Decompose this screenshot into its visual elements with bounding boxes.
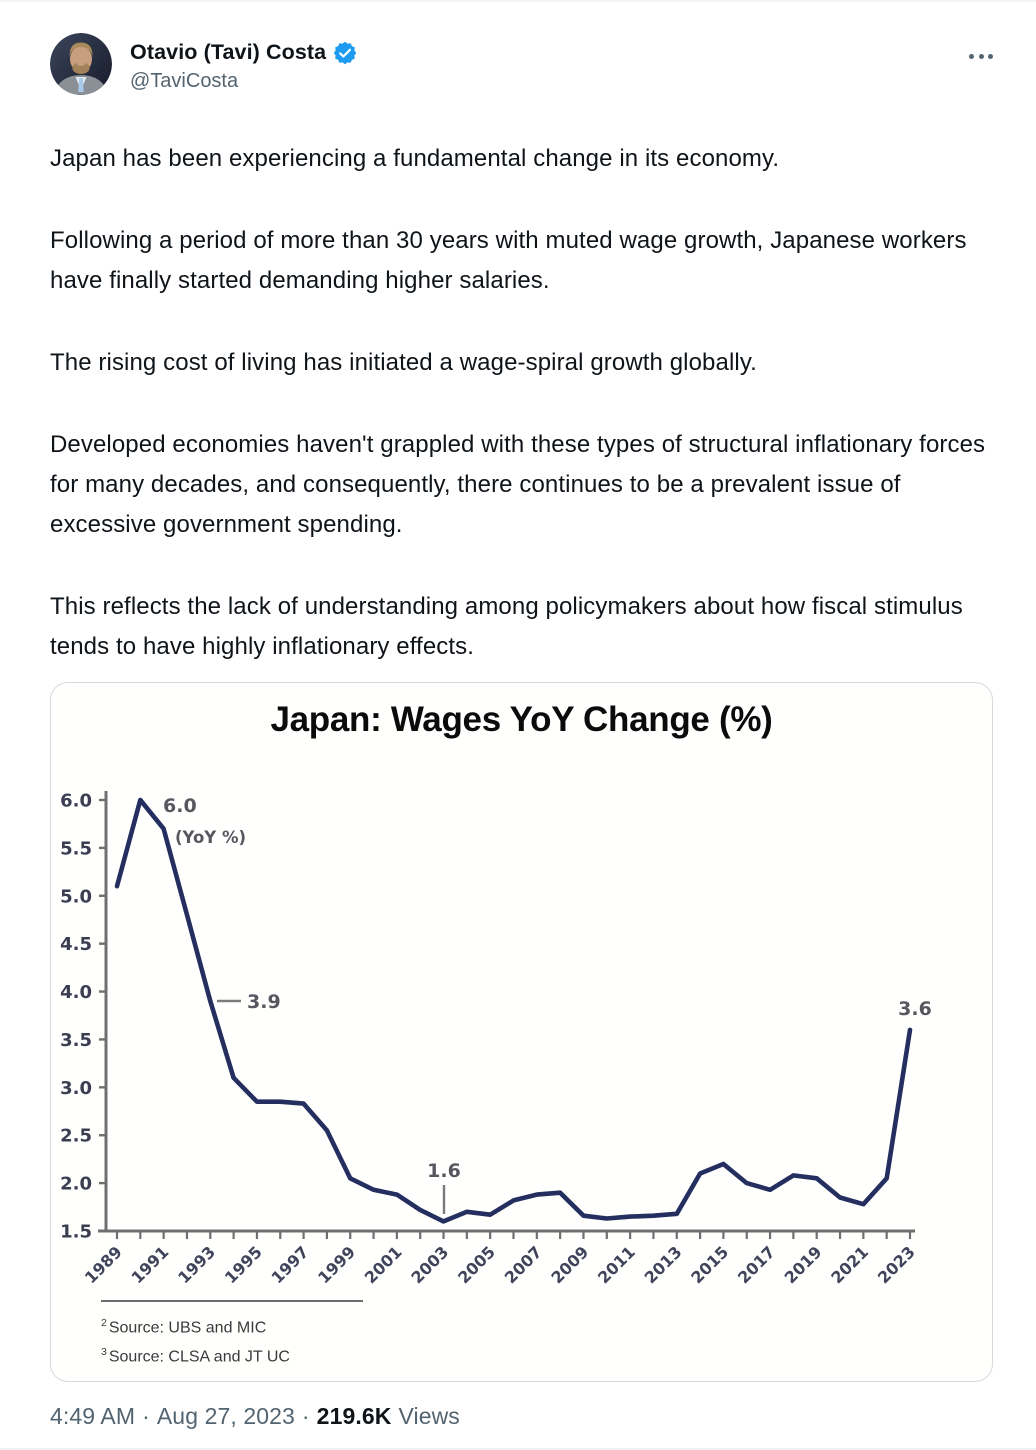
timestamp: 4:49 AM <box>50 1403 136 1429</box>
svg-text:1991: 1991 <box>127 1242 173 1288</box>
svg-text:5.5: 5.5 <box>60 838 92 860</box>
chart-sources <box>101 1300 363 1370</box>
svg-text:6.0: 6.0 <box>163 795 197 817</box>
svg-text:1997: 1997 <box>267 1242 313 1288</box>
svg-text:2003: 2003 <box>407 1242 453 1288</box>
svg-text:1999: 1999 <box>314 1242 360 1288</box>
verified-badge-icon <box>333 41 357 65</box>
tweet-paragraph-2: Following a period of more than 30 years with muted wage growth, Japanese workers have finally started demanding higher salaries. <box>50 227 967 294</box>
svg-text:2007: 2007 <box>500 1242 546 1288</box>
svg-text:3.9: 3.9 <box>247 991 281 1013</box>
svg-text:1.5: 1.5 <box>60 1221 92 1243</box>
svg-text:2021: 2021 <box>827 1242 873 1288</box>
svg-text:4.5: 4.5 <box>60 934 92 956</box>
source-line-2: $^3$ Source: CLSA and JT UC <box>101 1346 290 1366</box>
tweet-paragraph-1: Japan has been experiencing a fundamental change in its economy. <box>50 145 780 172</box>
svg-text:2005: 2005 <box>454 1242 500 1288</box>
svg-text:(YoY %): (YoY %) <box>175 828 247 847</box>
avatar[interactable] <box>50 33 112 95</box>
svg-text:3.0: 3.0 <box>60 1077 92 1099</box>
tweet-meta <box>50 1403 997 1430</box>
svg-text:2015: 2015 <box>687 1242 733 1288</box>
svg-text:2019: 2019 <box>780 1242 826 1288</box>
more-dot-icon <box>979 54 984 59</box>
views-count: 219.6K <box>316 1403 392 1429</box>
divider <box>0 0 1036 2</box>
svg-text:2013: 2013 <box>640 1242 686 1288</box>
separator-dot: · <box>142 1403 150 1429</box>
source-line-1: $^2$ Source: UBS and MIC <box>101 1317 267 1337</box>
svg-text:3.6: 3.6 <box>898 998 932 1020</box>
date: Aug 27, 2023 <box>156 1403 295 1429</box>
tweet-paragraph-3: The rising cost of living has initiated a wage-spiral growth globally. <box>50 349 757 376</box>
svg-text:2.0: 2.0 <box>60 1173 92 1195</box>
svg-text:2009: 2009 <box>547 1242 593 1288</box>
more-dot-icon <box>969 54 974 59</box>
separator-dot: · <box>301 1403 310 1429</box>
svg-text:3.5: 3.5 <box>60 1029 92 1051</box>
avatar-image <box>50 33 112 95</box>
tweet-text <box>50 139 997 667</box>
tweet-header <box>50 33 997 95</box>
chart-title: Japan: Wages YoY Change (%) <box>270 700 773 739</box>
tweet-paragraph-4: Developed economies haven't grappled with these types of structural inflationary forces for many decades, and consequently, there continues to be a prevalent issue of excessive government spending. <box>50 431 986 538</box>
svg-text:1.6: 1.6 <box>427 1160 461 1182</box>
svg-text:2017: 2017 <box>733 1242 779 1288</box>
svg-text:1993: 1993 <box>174 1242 220 1288</box>
svg-text:1995: 1995 <box>220 1242 266 1288</box>
tweet-paragraph-5: This reflects the lack of understanding among policymakers about how fiscal stimulus tends to have highly inflationary effects. <box>50 593 963 660</box>
svg-text:4.0: 4.0 <box>60 982 92 1004</box>
svg-text:6.0: 6.0 <box>60 790 92 812</box>
chart-image-card[interactable] <box>50 682 993 1382</box>
wages-line-chart <box>51 683 992 1381</box>
more-options-button[interactable] <box>965 50 997 63</box>
source-divider <box>101 1300 363 1302</box>
svg-text:2023: 2023 <box>873 1242 919 1288</box>
svg-text:2011: 2011 <box>594 1242 639 1288</box>
views-label[interactable]: Views <box>398 1403 460 1429</box>
svg-text:5.0: 5.0 <box>60 886 92 908</box>
author-handle[interactable]: @TaviCosta <box>130 70 239 92</box>
svg-text:1989: 1989 <box>80 1242 126 1288</box>
author-name[interactable]: Otavio (Tavi) Costa <box>130 39 327 64</box>
svg-text:2.5: 2.5 <box>60 1125 92 1147</box>
svg-text:2001: 2001 <box>360 1242 406 1288</box>
more-dot-icon <box>988 54 993 59</box>
